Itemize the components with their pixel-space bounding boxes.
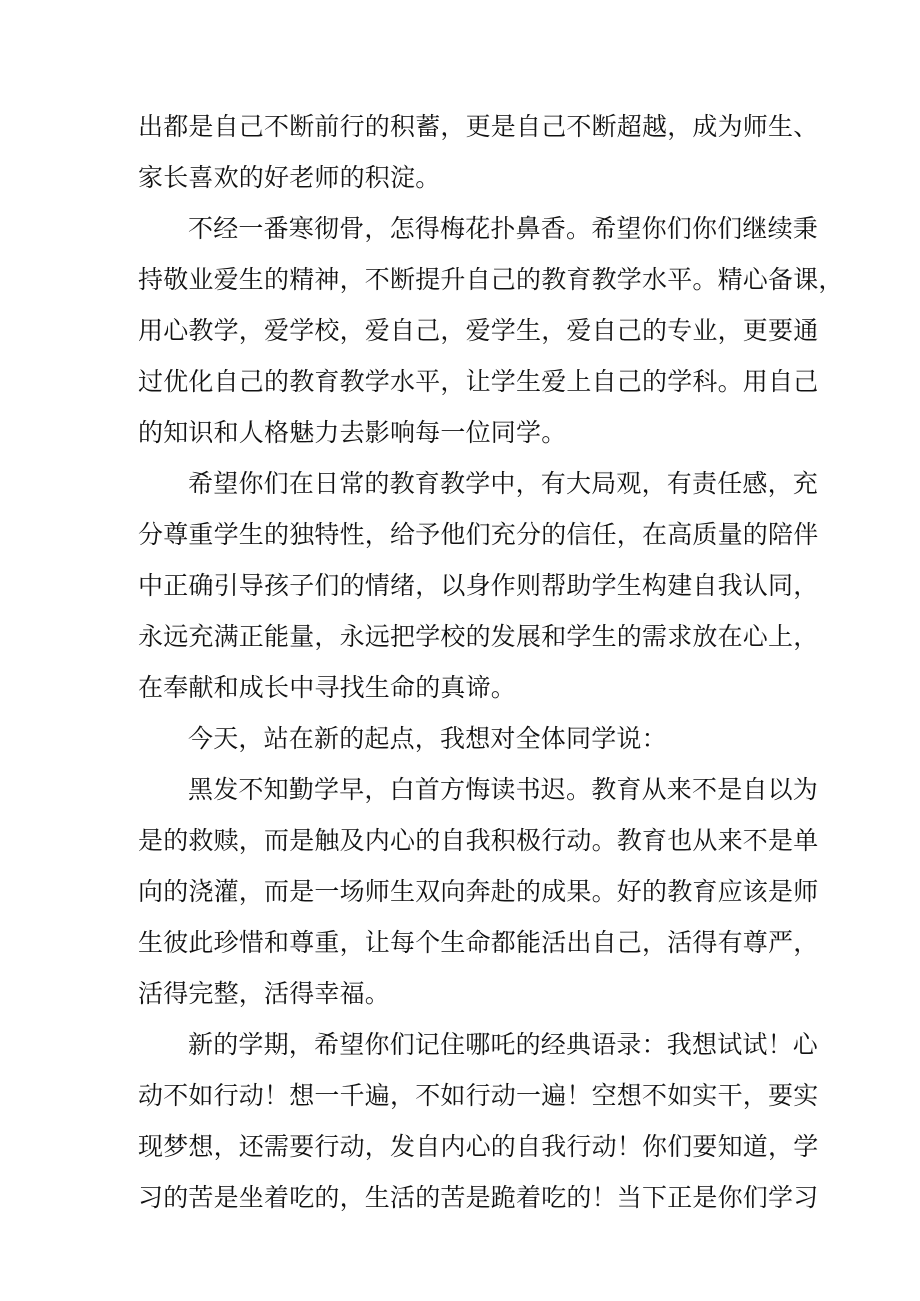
text-line: 希望你们在日常的教育教学中，有大局观，有责任感，充 (188, 469, 819, 498)
text-line: 动不如行动！想一千遍，不如行动一遍！空想不如实干，要实 (138, 1081, 819, 1110)
text-line: 生彼此珍惜和尊重，让每个生命都能活出自己，活得有尊严， (138, 928, 819, 957)
text-line: 出都是自己不断前行的积蓄，更是自己不断超越，成为师生、 (138, 112, 819, 141)
text-line: 黑发不知勤学早，白首方悔读书迟。教育从来不是自以为 (188, 775, 819, 804)
text-line: 用心教学，爱学校，爱自己，爱学生，爱自己的专业，更要通 (138, 316, 819, 345)
document-body (138, 101, 844, 1223)
paragraph-5 (138, 764, 819, 1019)
paragraph-3 (138, 458, 819, 713)
text-line: 永远充满正能量，永远把学校的发展和学生的需求放在心上， (138, 622, 819, 651)
text-line: 不经一番寒彻骨，怎得梅花扑鼻香。希望你们你们继续秉 (188, 214, 819, 243)
text-line: 分尊重学生的独特性，给予他们充分的信任，在高质量的陪伴 (138, 520, 819, 549)
text-line: 今天，站在新的起点，我想对全体同学说： (188, 724, 667, 753)
paragraph-2 (138, 203, 844, 458)
text-line: 过优化自己的教育教学水平，让学生爱上自己的学科。用自己 (138, 367, 819, 396)
text-line: 习的苦是坐着吃的，生活的苦是跪着吃的！当下正是你们学习 (138, 1183, 819, 1212)
text-line: 活得完整，活得幸福。 (138, 979, 391, 1008)
text-line: 家长喜欢的好老师的积淀。 (138, 163, 441, 192)
text-line: 向的浇灌，而是一场师生双向奔赴的成果。好的教育应该是师 (138, 877, 819, 906)
text-line: 现梦想，还需要行动，发自内心的自我行动！你们要知道，学 (138, 1132, 819, 1161)
paragraph-4 (138, 713, 798, 764)
paragraph-6 (138, 1019, 819, 1223)
text-line: 是的救赎，而是触及内心的自我积极行动。教育也从来不是单 (138, 826, 819, 855)
text-line: 新的学期，希望你们记住哪吒的经典语录：我想试试！心 (188, 1030, 819, 1059)
text-line: 的知识和人格魅力去影响每一位同学。 (138, 418, 567, 447)
text-line: 持敬业爱生的精神，不断提升自己的教育教学水平。精心备课， (138, 265, 844, 294)
text-line: 在奉献和成长中寻找生命的真谛。 (138, 673, 517, 702)
paragraph-1 (138, 101, 819, 203)
text-line: 中正确引导孩子们的情绪，以身作则帮助学生构建自我认同， (138, 571, 819, 600)
